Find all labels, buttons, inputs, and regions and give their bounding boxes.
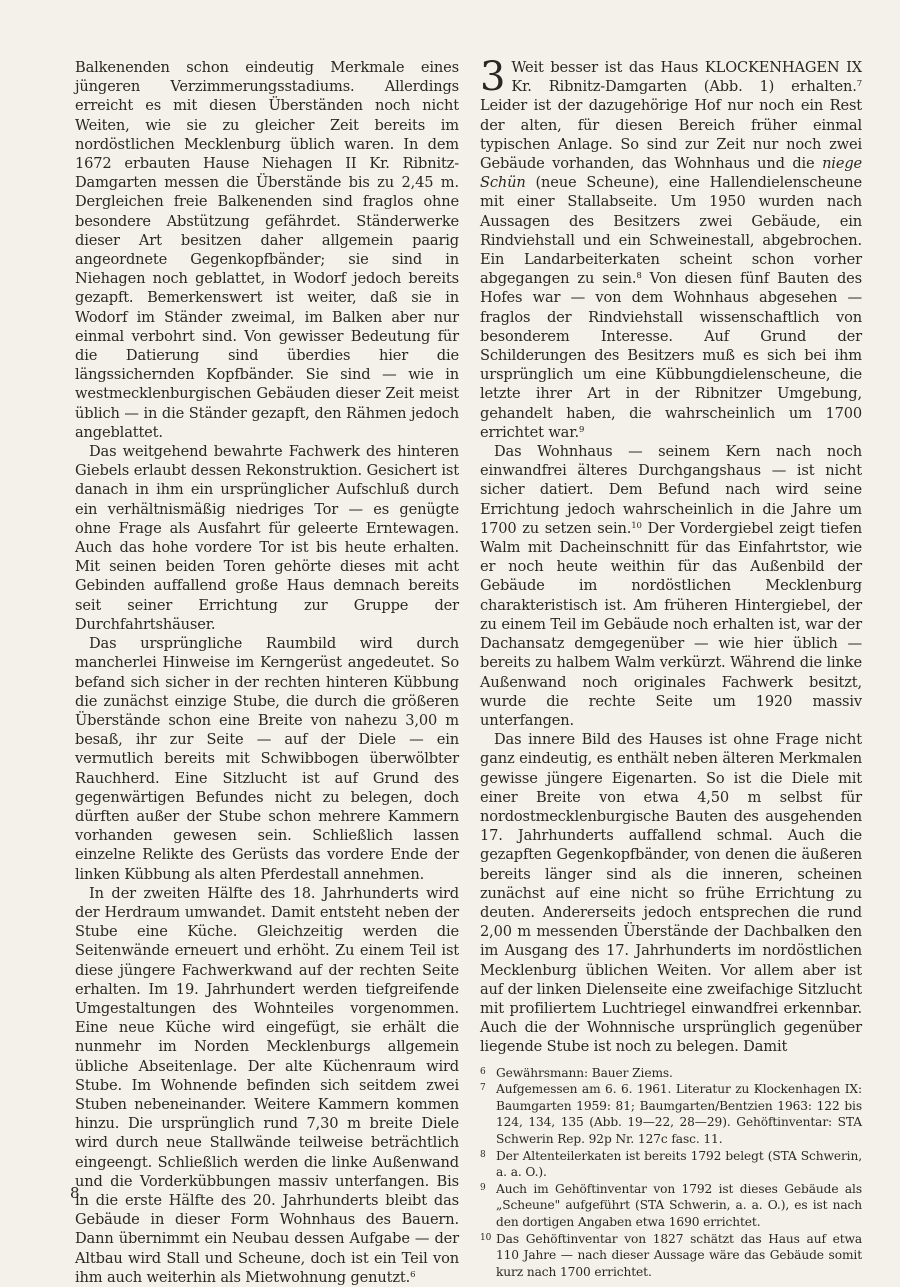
footnote-text: Der Altenteilerkaten ist bereits 1792 belegt (STA Schwerin, a. a. O.). (496, 1148, 862, 1180)
footnote (480, 1231, 862, 1281)
footnote-ref[interactable]: 8 (636, 271, 642, 282)
right-column (480, 54, 862, 1280)
paragraph-text: Weit besser ist das Haus KLOCKENHAGEN IX Kr. Ribnitz-Damgarten (Abb. 1) erhalten. (511, 59, 862, 96)
paragraph-text: Das Wohnhaus — seinem Kern nach noch einwandfrei älteres Durchgangshaus — ist nicht sicher datiert. Dem Befund nach wird seine Errichtung jedoch wahrscheinlich in die Jahre um 1700 zu setzen sein. (480, 443, 862, 537)
left-column (75, 58, 459, 1287)
paragraph-text: Der Vordergiebel zeigt tiefen Walm mit Dacheinschnitt für das Einfahrtstor, wie er noch heute weithin für das Außenbild der Gebäude im nordöstlichen Mecklenburg charakteristisch ist. Am früheren Hintergiebel, der zu einem Teil im Gebäude noch erhalten ist, war der Dachansatz demgegenüber — wie hier üblich — bereits zu halbem Walm verkürzt. Während die linke Außenwand noch originales Fachwerk besitzt, wurde die rechte Seite um 1920 massiv unterfangen. (480, 519, 862, 729)
footnote-ref[interactable]: 9 (578, 424, 585, 435)
page-number: 8 (70, 1184, 80, 1202)
footnote (480, 1081, 862, 1147)
footnote-ref[interactable]: 10 (631, 520, 642, 531)
paragraph (75, 884, 459, 1287)
paragraph: Balkenenden schon eindeutig Merkmale eines jüngeren Verzimmerungsstadiums. Allerdings erreicht es mit diesen Überständen noch nicht Weiten, wie sie zu gleicher Zeit bereits im nordöstlichen Mecklenburg üblich waren. In dem 1672 erbauten Hause Niehagen II Kr. Ribnitz-Damgarten messen die Überstände bis zu 2,45 m. Dergleichen freie Balkenenden sind fraglos ohne besondere Abstützung gefährdet. Ständerwerke dieser Art besitzen daher allgemein paarig angeordnete Gegenkopfbänder; sie sind in Niehagen noch geblattet, in Wodorf jedoch bereits gezapft. Bemerkenswert ist weiter, daß sie in Wodorf im Ständer zweimal, im Balken aber nur einmal verbohrt sind. Von gewisser Bedeutung für die Datierung sind überdies hier die längssichernden Kopfbänder. Sie sind — wie in westmecklenburgischen Gebäuden dieser Zeit meist üblich — in die Ständer gezapft, den Rähmen jedoch angeblattet. (75, 59, 459, 441)
footnote-text: Das Gehöftinventar von 1827 schätzt das Haus auf etwa 110 Jahre — nach dieser Aussage wäre das Gebäude somit kurz nach 1700 errichtet. (496, 1231, 862, 1279)
footnote-ref[interactable]: 6 (410, 1269, 416, 1280)
footnote-text: Auch im Gehöftinventar von 1792 ist dieses Gebäude als „Scheune" aufgeführt (STA Schwerin, a. a. O.), es ist nach den dortigen Angaben etwa 1690 errichtet. (496, 1181, 862, 1229)
footnote-number: 9 (480, 1182, 486, 1193)
section-number-dropcap: 3 (480, 54, 506, 100)
paragraph: Das innere Bild des Hauses ist ohne Frage nicht ganz eindeutig, es enthält neben älteren Merkmalen gewisse jüngere Eigenarten. So ist die Diele mit einer Breite von etwa 4,50 m selbst für nordostmecklenburgische Bauten des ausgehenden 17. Jahrhunderts auffallend schmal. Auch die gezapften Gegenkopfbänder, von denen die äußeren bereits länger sind als die inneren, scheinen zunächst auf eine nicht so frühe Errichtung zu deuten. Andererseits jedoch entsprechen die rund 2,00 m messenden Überstände der Dachbalken den im Ausgang des 17. Jahrhunderts im nordöstlichen Mecklenburg üblichen Weiten. Vor allem aber ist auf der linken Dielenseite eine zweifachige Sitzlucht mit profiliertem Luchtriegel einwandfrei erkennbar. Auch die der Wohnnische ursprünglich gegenüber liegende Stube ist noch zu belegen. Damit (480, 731, 862, 1056)
paragraph-text: Von diesen fünf Bauten des Hofes war — von dem Wohnhaus abgesehen — fraglos der Rindviehstall wissenschaftlich von besonderem Interesse. Auf Grund der Schilderungen des Besitzers muß es sich bei ihm ursprünglich um eine Kübbungdielenscheune, die letzte ihrer Art in der Ribnitzer Umgebung, gehandelt haben, die wahrscheinlich um 1700 errichtet war. (480, 270, 862, 441)
footnote (480, 1148, 862, 1181)
footnote (480, 1181, 862, 1231)
paragraph: Das weitgehend bewahrte Fachwerk des hinteren Giebels erlaubt dessen Rekonstruktion. Gesichert ist danach in ihm ein ursprünglicher Aufschluß durch ein verhältnismäßig niedriges Tor — es genügte ohne Frage als Ausfahrt für geleerte Erntewagen. Auch das hohe vordere Tor ist bis heute erhalten. Mit seinen beiden Toren gehörte dieses mit acht Gebinden auffallend große Haus demnach bereits seit seiner Errichtung zur Gruppe der Durchfahrtshäuser. (75, 443, 459, 633)
section-opening-paragraph (480, 54, 862, 442)
footnote-text: Aufgemessen am 6. 6. 1961. Literatur zu Klockenhagen IX: Baumgarten 1959: 81; Baumgarten/Bentzien 1963: 122 bis 124, 134, 135 (Abb. 19—22, 28—29). Gehöftinventar: STA Schwerin Rep. 92p Nr. 127c fasc. 11. (496, 1082, 862, 1146)
footnote-number: 6 (480, 1066, 486, 1077)
paragraph: Das ursprüngliche Raumbild wird durch mancherlei Hinweise im Kerngerüst angedeutet. So befand sich sicher in der rechten hinteren Kübbung die zunächst einzige Stube, die durch die größeren Überstände schon eine Breite von nahezu 3,00 m besaß, ihr zur Seite — auf der Diele — ein vermutlich bereits mit Schwibbogen überwölbter Rauchherd. Eine Sitzlucht ist auf Grund des gegenwärtigen Befundes nicht zu belegen, doch dürften außer der Stube schon mehrere Kammern vorhanden gewesen sein. Schließlich lassen einzelne Relikte des Gerüsts das vordere Ende der linken Kübbung als alten Pferdestall annehmen. (75, 635, 459, 883)
footnote-text: Gewährsmann: Bauer Ziems. (496, 1065, 673, 1080)
dialect-term: niege Schün (480, 155, 862, 192)
footnote (480, 1065, 862, 1082)
paragraph-text: (neue Scheune), eine Hallendielenscheune mit einer Stallabseite. Um 1950 wurden nach Aussagen des Besitzers zwei Gebäude, ein Rindviehstall und ein Schweinestall, abgebrochen. Ein Landarbeiterkaten scheint schon vorher abgegangen zu sein. (480, 174, 862, 288)
paragraph-text: Leider ist der dazugehörige Hof nur noch ein Rest der alten, für diesen Bereich früher einmal typischen Anlage. So sind zur Zeit nur noch zwei Gebäude vorhanden, das Wohnhaus und die (480, 97, 862, 173)
footnote-number: 8 (480, 1149, 486, 1160)
paragraph (480, 442, 862, 730)
footnote-number: 10 (480, 1232, 492, 1243)
footnote-number: 7 (480, 1083, 486, 1094)
paragraph-text: In der zweiten Hälfte des 18. Jahrhunderts wird der Herdraum umwandet. Damit entsteht neben der Stube eine Küche. Gleichzeitig werden die Seitenwände erneuert und erhöht. Zu einem Teil ist diese jüngere Fachwerkwand auf der rechten Seite erhalten. Im 19. Jahrhundert werden tiefgreifende Umgestaltungen des Wohnteiles vorgenommen. Eine neue Küche wird eingefügt, sie erhält die nunmehr im Norden Mecklenburgs allgemein übliche Abseitenlage. Der alte Küchenraum wird Stube. Im Wohnende befinden sich seitdem zwei Stuben nebeneinander. Weitere Kammern kommen hinzu. Die ursprünglich rund 7,30 m breite Diele wird durch neue Stallwände teilweise beträchtlich eingeengt. Schließlich werden die linke Außenwand und die Vorderkübbungen massiv unterfangen. Bis in die erste Hälfte des 20. Jahrhunderts bleibt das Gebäude in dieser Form Wohnhaus des Bauern. Dann übernimmt ein Neubau dessen Aufgabe — der Altbau wird Stall und Scheune, doch ist ein Teil von ihm auch weiterhin als Mietwohnung genutzt. (75, 884, 459, 1286)
footnote-ref[interactable]: 7 (856, 79, 862, 90)
footnotes (480, 1065, 862, 1281)
